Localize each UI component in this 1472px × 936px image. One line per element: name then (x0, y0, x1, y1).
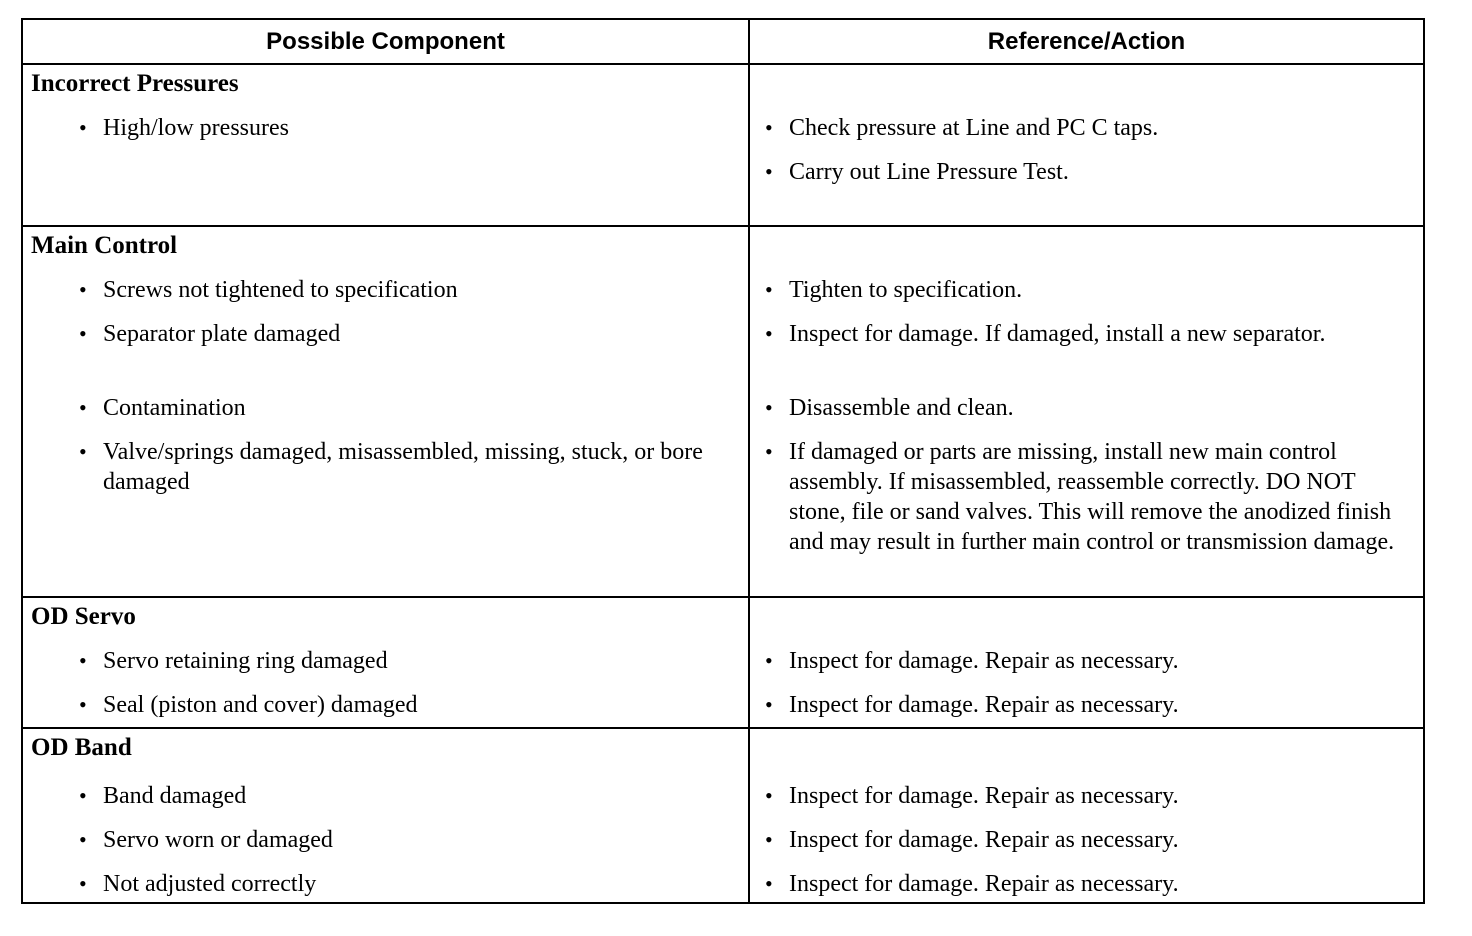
bullet: • (79, 827, 87, 852)
component-item: • Contamination (79, 395, 246, 421)
action-item: • Inspect for damage. If damaged, install a new separator. (765, 321, 1326, 347)
bullet: • (79, 115, 87, 140)
action-item: • Inspect for damage. Repair as necessary. (765, 648, 1179, 674)
action-item: • Carry out Line Pressure Test. (765, 159, 1069, 185)
component-item: • High/low pressures (79, 115, 289, 141)
bullet: • (79, 277, 87, 302)
section-title: Incorrect Pressures (31, 70, 239, 97)
bullet: • (765, 439, 773, 464)
bullet: • (765, 115, 773, 140)
component-item: • Screws not tightened to specification (79, 277, 458, 303)
header-reference-action: Reference/Action (987, 28, 1186, 55)
action-item: • Inspect for damage. Repair as necessary. (765, 827, 1179, 853)
table-header (23, 20, 1423, 65)
bullet: • (79, 783, 87, 808)
component-item: • Servo retaining ring damaged (79, 648, 388, 674)
bullet: • (765, 395, 773, 420)
bullet: • (79, 439, 87, 464)
action-item: • Check pressure at Line and PC C taps. (765, 115, 1159, 141)
bullet: • (765, 159, 773, 184)
bullet: • (765, 827, 773, 852)
section-title: OD Band (31, 734, 132, 761)
action-item: • Inspect for damage. Repair as necessary. (765, 783, 1179, 809)
bullet: • (765, 648, 773, 673)
component-item: • Seal (piston and cover) damaged (79, 692, 418, 718)
action-item: • Tighten to specification. (765, 277, 1023, 303)
section-od-band (23, 729, 1423, 904)
bullet: • (765, 871, 773, 896)
diagnosis-table (21, 18, 1425, 904)
bullet: • (765, 277, 773, 302)
bullet: • (79, 395, 87, 420)
section-main-control (23, 227, 1423, 598)
action-item: • If damaged or parts are missing, install new main control assembly. If misassembled, reassemble correctly. DO NOT stone, file or sand valves. This will remove the anodized finish and may result in further main control or transmission damage. (765, 439, 1395, 555)
section-title: OD Servo (31, 603, 136, 630)
section-title: Main Control (31, 232, 178, 259)
header-possible-component: Possible Component (266, 28, 505, 55)
bullet: • (79, 692, 87, 717)
bullet: • (765, 692, 773, 717)
action-item: • Inspect for damage. Repair as necessary. (765, 692, 1179, 718)
bullet: • (765, 321, 773, 346)
bullet: • (765, 783, 773, 808)
component-item: • Servo worn or damaged (79, 827, 333, 853)
bullet: • (79, 321, 87, 346)
bullet: • (79, 871, 87, 896)
component-item: • Not adjusted correctly (79, 871, 317, 897)
component-item: • Band damaged (79, 783, 247, 809)
action-item: • Inspect for damage. Repair as necessary. (765, 871, 1179, 897)
section-od-servo (23, 598, 1423, 729)
section-incorrect-pressures (23, 65, 1423, 227)
component-item: • Separator plate damaged (79, 321, 341, 347)
action-item: • Disassemble and clean. (765, 395, 1014, 421)
bullet: • (79, 648, 87, 673)
component-item: • Valve/springs damaged, misassembled, missing, stuck, or bore damaged (79, 439, 703, 495)
